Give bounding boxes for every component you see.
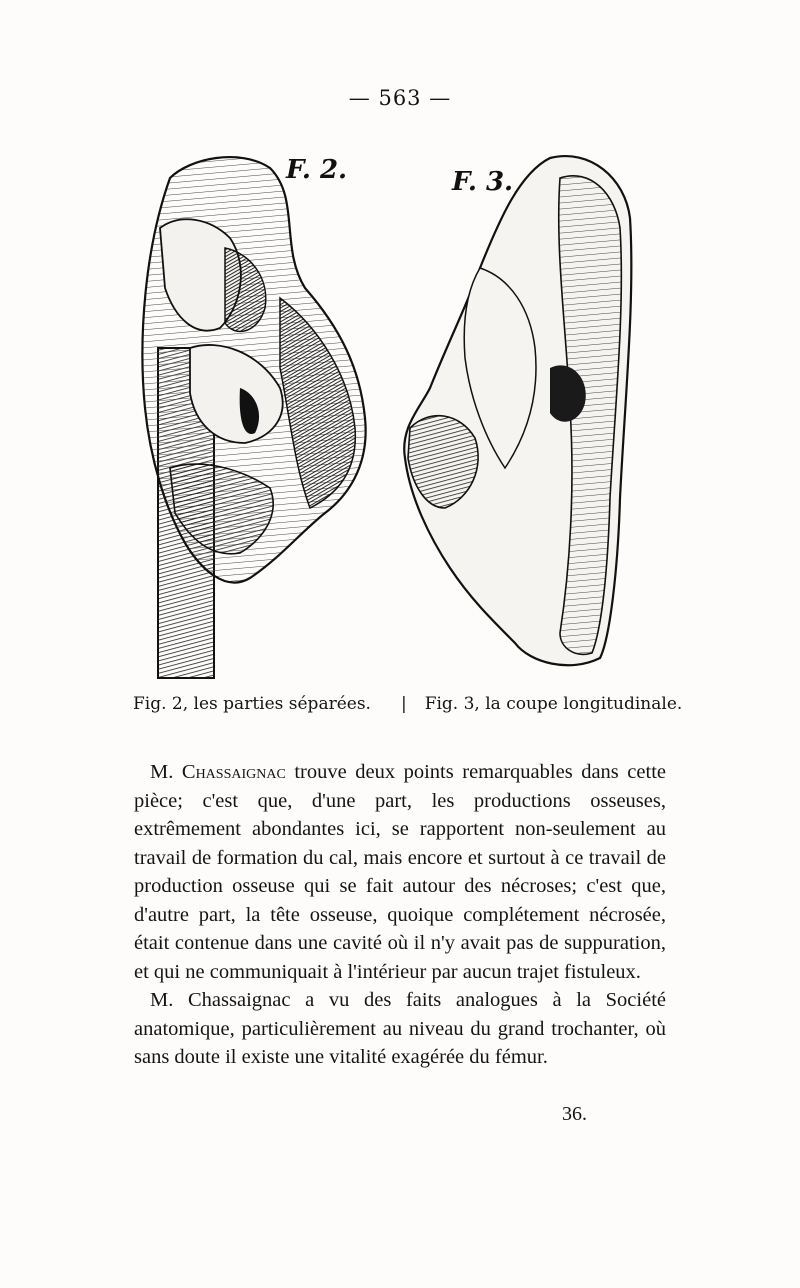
- paragraph-2: M. Chassaignac a vu des faits analogues à la Société anatomique, particulièrement au niveau du grand trochanter, où sans doute il existe une vitalité exagérée du fémur.: [134, 989, 666, 1068]
- figure-illustration: [130, 138, 670, 686]
- signature-mark: 36.: [562, 1103, 587, 1125]
- caption-separator: |: [400, 694, 407, 714]
- paragraph-1-text: trouve deux points remarquables dans cette pièce; c'est que, d'une part, les productions osseuses, extrêmement abondantes ici, se rapportent non-seulement au travail de formation du cal, mais encore et surtout à ce travail de production osseuse qui se fait autour des nécroses; c'est que, d'autre part, la tête osseuse, quoique complétement nécrosée, était contenue dans une cavité où il n'y avait pas de suppuration, et qui ne communiquait à l'intérieur par aucun trajet fistuleux.: [134, 761, 666, 983]
- paragraph-1-lead: M.: [150, 761, 174, 783]
- figure-captions: [133, 694, 683, 714]
- fig-2-label: F. 2.: [286, 155, 348, 185]
- body-text: [134, 758, 666, 1072]
- author-name: Chassaignac: [181, 761, 286, 783]
- page-number: — 563 —: [348, 86, 452, 110]
- caption-fig-2: Fig. 2, les parties séparées.: [133, 694, 371, 714]
- figure-3-drawing: [404, 156, 631, 665]
- paragraph-1: [134, 758, 666, 986]
- fig-3-label: F. 3.: [452, 167, 514, 197]
- caption-fig-3: Fig. 3, la coupe longitudinale.: [424, 694, 683, 714]
- figure-2-drawing: [142, 155, 365, 678]
